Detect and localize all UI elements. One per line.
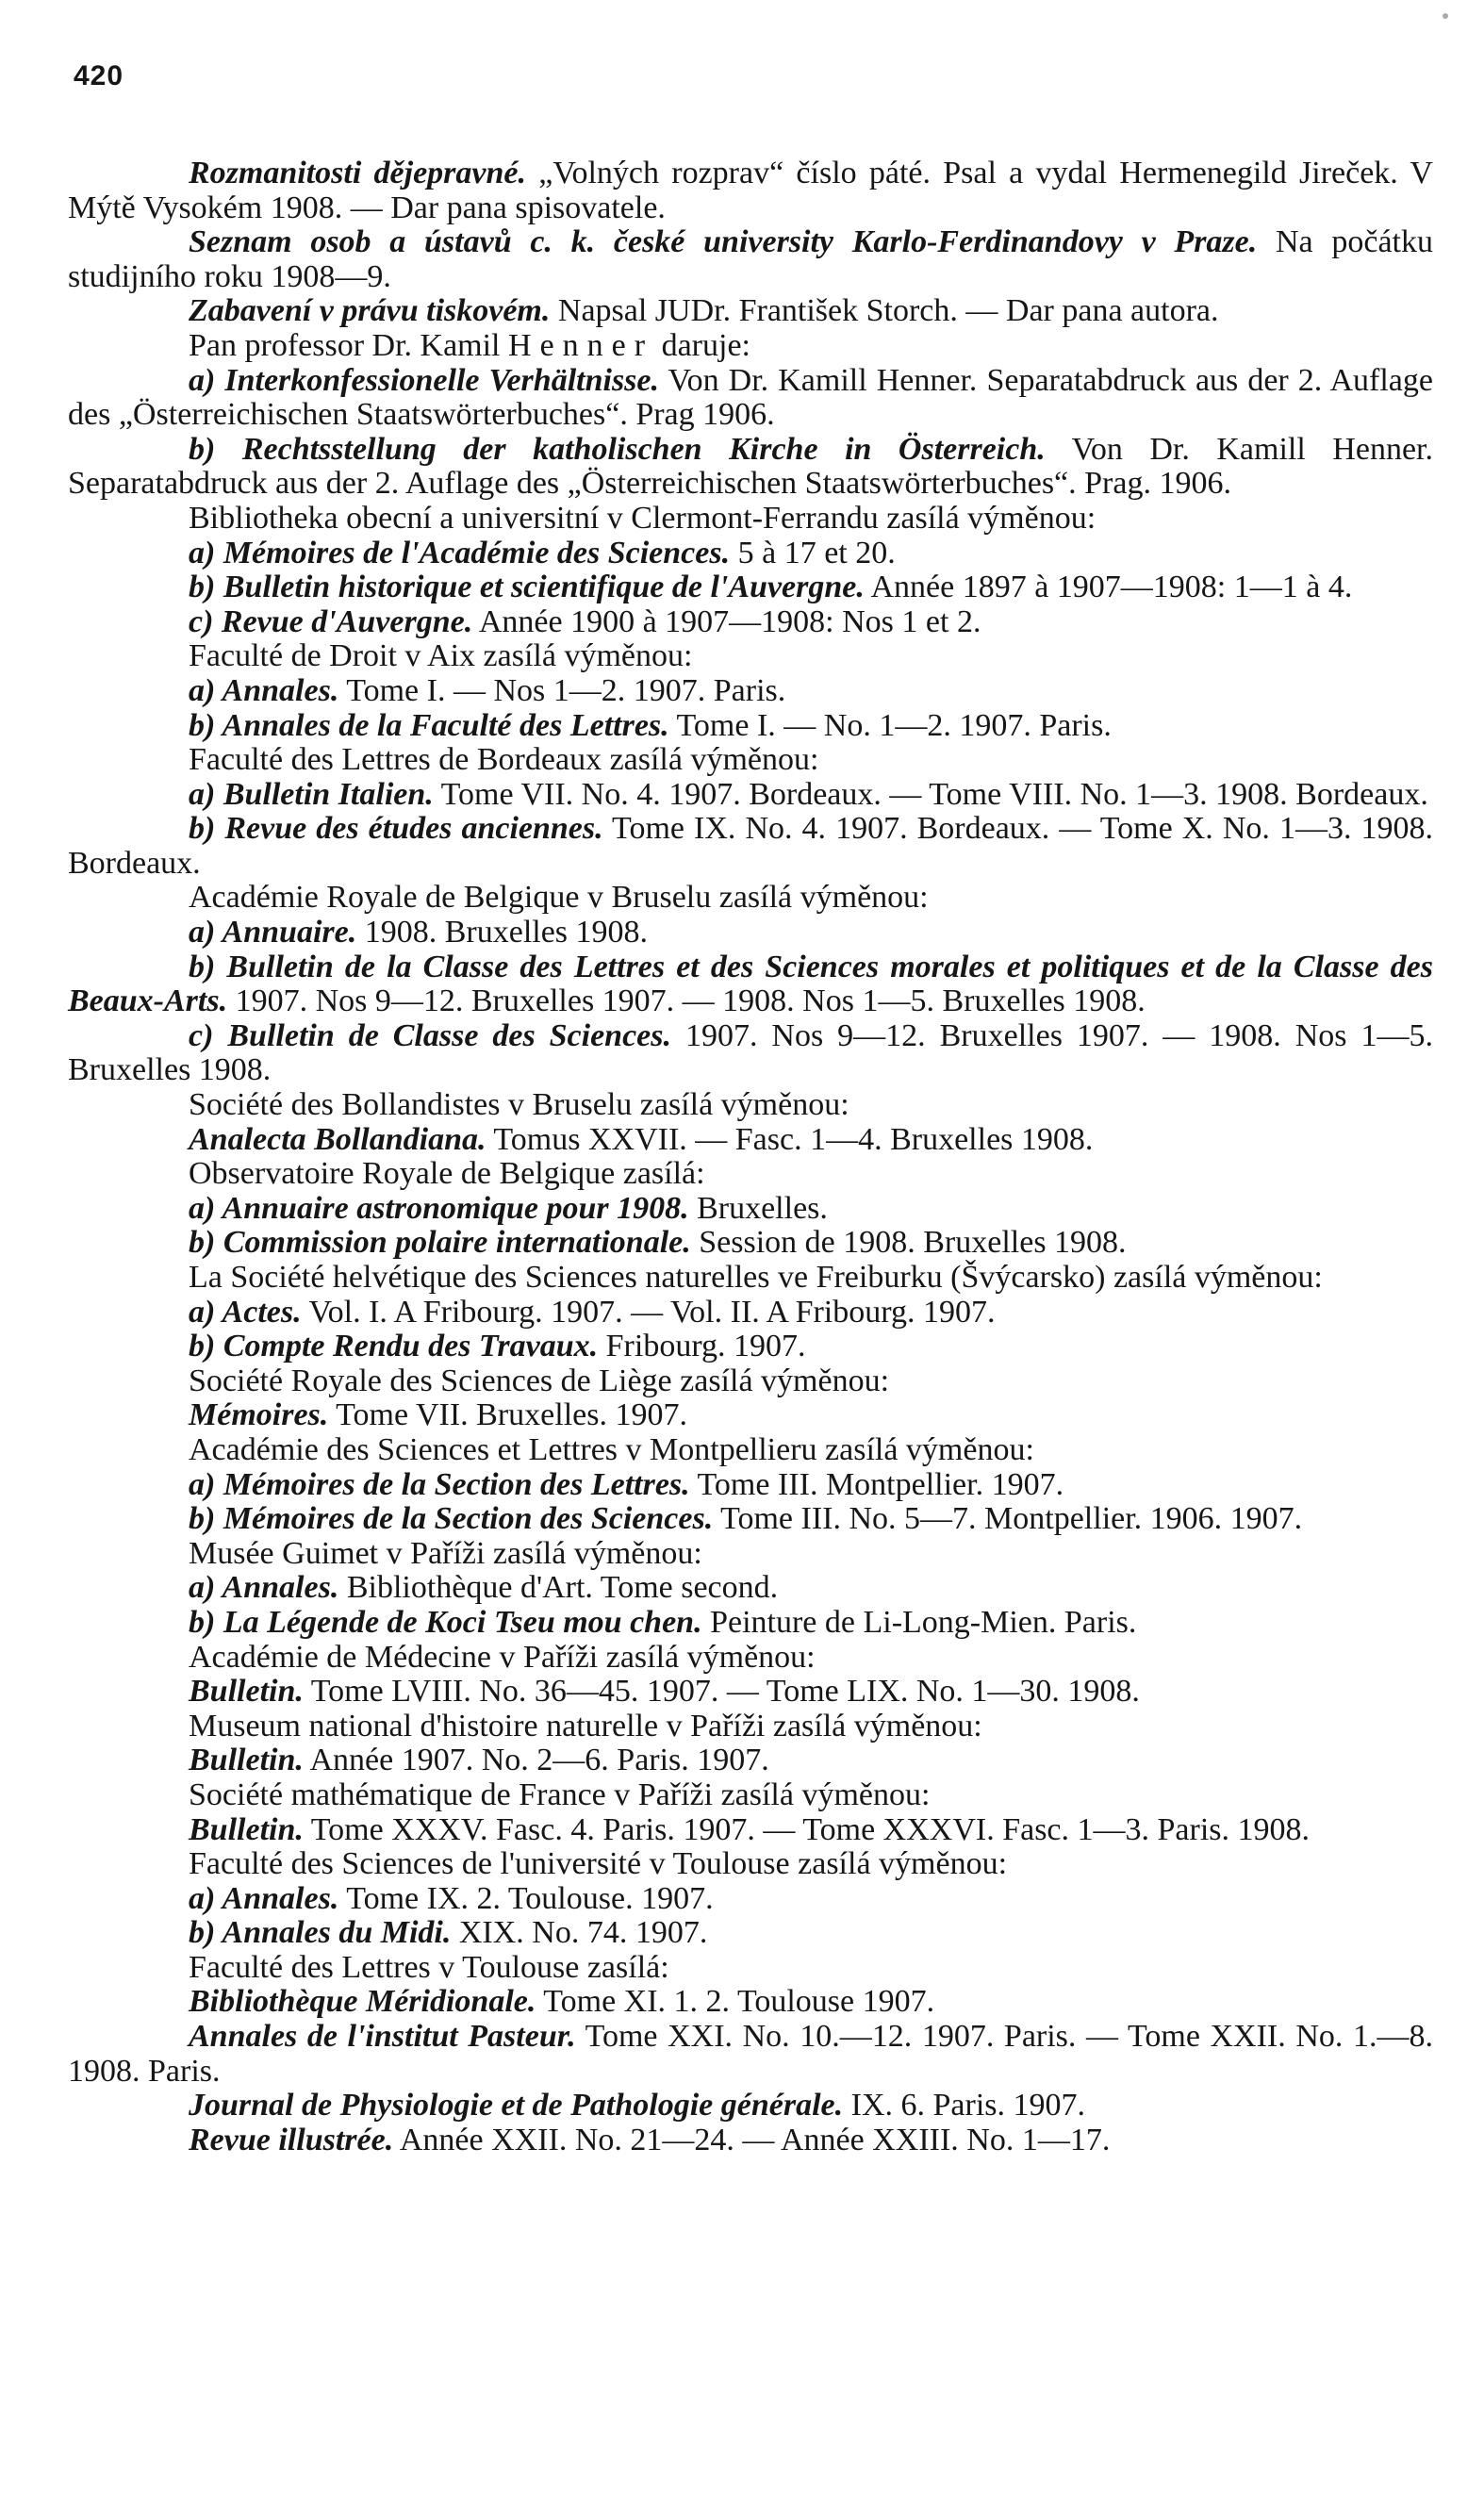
entry-text: Tome I. — Nos 1—2. 1907. Paris. bbox=[338, 672, 786, 708]
entry-title: Bulletin. bbox=[189, 1743, 304, 1778]
entry-name-spaced: Henner bbox=[508, 327, 654, 363]
catalog-entry bbox=[68, 950, 1433, 1019]
catalog-entry bbox=[68, 329, 1433, 364]
entry-text: Faculté des Sciences de l'université v Toulouse zasílá výměnou: bbox=[189, 1846, 1008, 1882]
catalog-entry bbox=[68, 709, 1433, 744]
entry-text: XIX. No. 74. 1907. bbox=[451, 1915, 708, 1951]
entry-text: Fribourg. 1907. bbox=[598, 1329, 806, 1364]
catalog-entry bbox=[68, 433, 1433, 502]
catalog-entry bbox=[68, 1744, 1433, 1778]
catalog-entry bbox=[68, 812, 1433, 881]
entry-text: Faculté de Droit v Aix zasílá výměnou: bbox=[189, 638, 693, 674]
entry-text: Observatoire Royale de Belgique zasílá: bbox=[189, 1156, 705, 1192]
entry-text: Année XXII. No. 21—24. — Année XXIII. No. 1—17. bbox=[393, 2122, 1111, 2157]
entry-text: Von Dr. Kamill Henner. Separatabdruck aus der 2. Auflage des „Österreichischen Staatswörterbuches“. Prag 1906. bbox=[68, 362, 1433, 433]
catalog-entry bbox=[68, 743, 1433, 778]
entry-text: Année 1907. No. 2—6. Paris. 1907. bbox=[303, 1743, 769, 1778]
catalog-entry bbox=[68, 1433, 1433, 1468]
entry-text: Académie des Sciences et Lettres v Montpellieru zasílá výměnou: bbox=[189, 1431, 1034, 1467]
entry-text: Tome VII. No. 4. 1907. Bordeaux. — Tome VIII. No. 1—3. 1908. Bordeaux. bbox=[433, 776, 1428, 812]
entry-title: b) La Légende de Koci Tseu mou chen. bbox=[189, 1604, 702, 1640]
entry-text: Pan professor Dr. Kamil bbox=[189, 327, 509, 363]
entry-text: Session de 1908. Bruxelles 1908. bbox=[690, 1225, 1127, 1261]
entry-title: Revue illustrée. bbox=[189, 2122, 394, 2157]
entry-title: c) Revue d'Auvergne. bbox=[189, 603, 473, 639]
entry-title: a) Bulletin Italien. bbox=[189, 776, 434, 812]
entry-title: b) Bulletin de la Classe des Lettres et des Sciences morales et politiques et de la Classe des Beaux-Arts. bbox=[68, 949, 1433, 1019]
entry-text: Tomus XXVII. — Fasc. 1—4. Bruxelles 1908. bbox=[486, 1121, 1094, 1157]
catalog-entry bbox=[68, 2124, 1433, 2158]
entry-title: Bibliothèque Méridionale. bbox=[189, 1984, 536, 2020]
catalog-entry bbox=[68, 1468, 1433, 1503]
entry-text: Académie Royale de Belgique v Bruselu zasílá výměnou: bbox=[189, 880, 929, 916]
document-body bbox=[68, 157, 1433, 2157]
catalog-entry bbox=[68, 1778, 1433, 1813]
entry-text: Vol. I. A Fribourg. 1907. — Vol. II. A Fribourg. 1907. bbox=[301, 1294, 996, 1330]
entry-title: b) Commission polaire internationale. bbox=[189, 1225, 691, 1261]
entry-text: Tome I. — No. 1—2. 1907. Paris. bbox=[668, 707, 1112, 743]
entry-text: IX. 6. Paris. 1907. bbox=[843, 2088, 1086, 2124]
catalog-entry bbox=[68, 1571, 1433, 1606]
entry-text: Napsal JUDr. František Storch. — Dar pana autora. bbox=[550, 293, 1219, 329]
entry-text: Société mathématique de France v Paříži zasílá výměnou: bbox=[189, 1777, 931, 1812]
scan-speck bbox=[1443, 13, 1448, 19]
entry-text: 1908. Bruxelles 1908. bbox=[356, 915, 649, 950]
entry-title: a) Annales. bbox=[189, 672, 339, 708]
catalog-entry bbox=[68, 1192, 1433, 1227]
catalog-entry bbox=[68, 157, 1433, 225]
entry-text: Année 1900 à 1907—1908: Nos 1 et 2. bbox=[472, 603, 981, 639]
catalog-entry bbox=[68, 1882, 1433, 1917]
entry-title: b) Rechtsstellung der katholischen Kirche in Österreich. bbox=[189, 431, 1046, 467]
catalog-entry bbox=[68, 2020, 1433, 2089]
catalog-entry bbox=[68, 674, 1433, 709]
entry-text: 1907. Nos 9—12. Bruxelles 1907. — 1908. Nos 1—5. Bruxelles 1908. bbox=[68, 1017, 1433, 1088]
catalog-entry bbox=[68, 916, 1433, 950]
entry-title: b) Annales du Midi. bbox=[189, 1915, 452, 1951]
entry-title: a) Annuaire. bbox=[189, 915, 357, 950]
entry-title: Analecta Bollandiana. bbox=[189, 1121, 486, 1157]
catalog-entry bbox=[68, 294, 1433, 329]
catalog-entry bbox=[68, 605, 1433, 640]
catalog-entry bbox=[68, 1088, 1433, 1123]
catalog-entry bbox=[68, 1710, 1433, 1744]
entry-title: a) Annales. bbox=[189, 1880, 339, 1916]
catalog-entry bbox=[68, 1606, 1433, 1641]
entry-text: Tome XXI. No. 10.—12. 1907. Paris. — Tome XXII. No. 1.—8. 1908. Paris. bbox=[68, 2019, 1433, 2089]
entry-text: Tome IX. 2. Toulouse. 1907. bbox=[338, 1880, 714, 1916]
catalog-entry bbox=[68, 1537, 1433, 1572]
entry-text: Tome LVIII. No. 36—45. 1907. — Tome LIX. No. 1—30. 1908. bbox=[303, 1674, 1140, 1710]
catalog-entry bbox=[68, 1847, 1433, 1882]
entry-title: a) Mémoires de la Section des Lettres. bbox=[189, 1466, 690, 1502]
catalog-entry bbox=[68, 1985, 1433, 2020]
page-number: 420 bbox=[74, 60, 124, 91]
catalog-entry bbox=[68, 1398, 1433, 1433]
entry-text: Tome XI. 1. 2. Toulouse 1907. bbox=[536, 1984, 935, 2020]
catalog-entry bbox=[68, 1019, 1433, 1088]
catalog-entry bbox=[68, 1261, 1433, 1296]
catalog-entry bbox=[68, 2089, 1433, 2124]
entry-title: a) Interkonfessionelle Verhältnisse. bbox=[189, 362, 659, 398]
entry-title: a) Annuaire astronomique pour 1908. bbox=[189, 1190, 689, 1226]
catalog-entry bbox=[68, 778, 1433, 813]
entry-title: Seznam osob a ústavů c. k. české university Karlo-Ferdinandovy v Praze. bbox=[189, 224, 1258, 260]
entry-text: 5 à 17 et 20. bbox=[730, 535, 896, 570]
entry-title: a) Mémoires de l'Académie des Sciences. bbox=[189, 535, 731, 570]
catalog-entry bbox=[68, 1675, 1433, 1710]
catalog-entry bbox=[68, 1123, 1433, 1158]
entry-text: Tome VII. Bruxelles. 1907. bbox=[328, 1397, 687, 1433]
catalog-entry bbox=[68, 881, 1433, 916]
entry-title: b) Mémoires de la Section des Sciences. bbox=[189, 1501, 714, 1537]
entry-text: Société Royale des Sciences de Liège zasílá výměnou: bbox=[189, 1363, 890, 1398]
catalog-entry bbox=[68, 1157, 1433, 1192]
entry-text: Bruxelles. bbox=[688, 1190, 828, 1226]
entry-text: Société des Bollandistes v Bruselu zasílá výměnou: bbox=[189, 1087, 849, 1123]
catalog-entry bbox=[68, 1502, 1433, 1537]
entry-text: „Volných rozprav“ číslo páté. Psal a vydal Hermenegild Jireček. V Mýtě Vysokém 1908. — Dar pana spisovatele. bbox=[68, 156, 1433, 225]
catalog-entry bbox=[68, 1641, 1433, 1676]
entry-text-tail: daruje: bbox=[653, 327, 750, 363]
entry-title: Zabavení v právu tiskovém. bbox=[189, 293, 551, 329]
entry-text: Tome IX. No. 4. 1907. Bordeaux. — Tome X. No. 1—3. 1908. Bordeaux. bbox=[68, 811, 1433, 881]
entry-text: Faculté des Lettres v Toulouse zasílá: bbox=[189, 1949, 669, 1985]
entry-title: Annales de l'institut Pasteur. bbox=[189, 2019, 576, 2055]
entry-text: Académie de Médecine v Paříži zasílá výměnou: bbox=[189, 1639, 816, 1675]
entry-text: Von Dr. Kamill Henner. Separatabdruck aus der 2. Auflage des „Österreichischen Staatswörterbuches“. Prag. 1906. bbox=[68, 431, 1433, 502]
entry-text: Na počátku studijního roku 1908—9. bbox=[68, 224, 1433, 294]
entry-text: 1907. Nos 9—12. Bruxelles 1907. — 1908. Nos 1—5. Bruxelles 1908. bbox=[227, 983, 1146, 1019]
entry-title: b) Annales de la Faculté des Lettres. bbox=[189, 707, 669, 743]
catalog-entry bbox=[68, 1330, 1433, 1364]
entry-text: Année 1897 à 1907—1908: 1—1 à 4. bbox=[864, 570, 1353, 605]
catalog-entry bbox=[68, 1916, 1433, 1951]
entry-text: Peinture de Li-Long-Mien. Paris. bbox=[701, 1604, 1137, 1640]
catalog-entry bbox=[68, 364, 1433, 433]
entry-title: Mémoires. bbox=[189, 1397, 329, 1433]
entry-title: b) Revue des études anciennes. bbox=[189, 811, 603, 847]
entry-title: Journal de Physiologie et de Pathologie générale. bbox=[189, 2088, 844, 2124]
catalog-entry bbox=[68, 225, 1433, 294]
catalog-entry bbox=[68, 1813, 1433, 1848]
entry-text: Musée Guimet v Paříži zasílá výměnou: bbox=[189, 1535, 702, 1571]
catalog-entry bbox=[68, 502, 1433, 537]
catalog-entry bbox=[68, 1296, 1433, 1330]
entry-title: Rozmanitosti dějepravné. bbox=[189, 156, 526, 190]
catalog-entry bbox=[68, 1226, 1433, 1261]
entry-title: a) Actes. bbox=[189, 1294, 302, 1330]
entry-text: Tome III. Montpellier. 1907. bbox=[689, 1466, 1064, 1502]
entry-title: Bulletin. bbox=[189, 1674, 304, 1710]
entry-text: Tome III. No. 5—7. Montpellier. 1906. 1907. bbox=[713, 1501, 1303, 1537]
catalog-entry bbox=[68, 1364, 1433, 1399]
catalog-entry bbox=[68, 537, 1433, 571]
entry-text: Faculté des Lettres de Bordeaux zasílá výměnou: bbox=[189, 742, 819, 778]
entry-text: Bibliothèque d'Art. Tome second. bbox=[338, 1570, 779, 1606]
entry-title: b) Compte Rendu des Travaux. bbox=[189, 1329, 599, 1364]
entry-text: La Société helvétique des Sciences naturelles ve Freiburku (Švýcarsko) zasílá výměnou: bbox=[189, 1260, 1323, 1295]
entry-text: Bibliotheka obecní a universitní v Clermont-Ferrandu zasílá výměnou: bbox=[189, 500, 1097, 536]
catalog-entry bbox=[68, 570, 1433, 605]
entry-text: Tome XXXV. Fasc. 4. Paris. 1907. — Tome XXXVI. Fasc. 1—3. Paris. 1908. bbox=[303, 1811, 1311, 1847]
entry-title: Bulletin. bbox=[189, 1811, 304, 1847]
catalog-entry bbox=[68, 1951, 1433, 1986]
catalog-entry bbox=[68, 639, 1433, 674]
entry-title: c) Bulletin de Classe des Sciences. bbox=[189, 1017, 672, 1053]
entry-title: a) Annales. bbox=[189, 1570, 339, 1606]
entry-text: Museum national d'histoire naturelle v Paříži zasílá výměnou: bbox=[189, 1708, 982, 1744]
entry-title: b) Bulletin historique et scientifique de l'Auvergne. bbox=[189, 570, 865, 605]
